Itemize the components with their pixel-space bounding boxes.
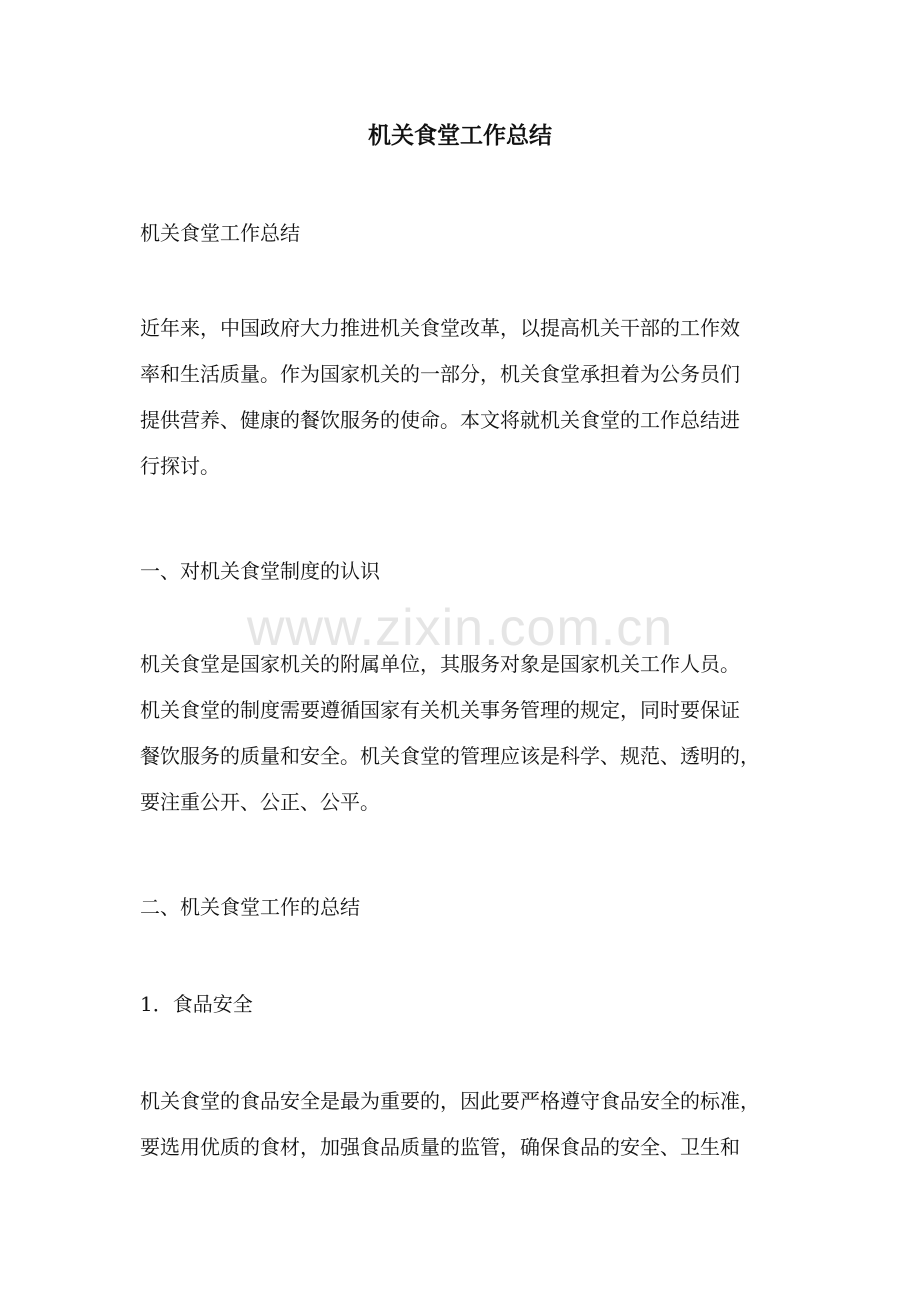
section-2-heading: 二、机关食堂工作的总结 [140,895,360,919]
intro-paragraph [140,305,785,489]
intro-line: 率和生活质量。作为国家机关的一部分，机关食堂承担着为公务员们 [140,362,740,386]
watermark: www.zixin.com.cn [246,599,674,657]
section-1-line: 机关食堂的制度需要遵循国家有关机关事务管理的规定，同时要保证 [140,698,740,722]
document-title: 机关食堂工作总结 [368,122,552,149]
subsection-1-line: 要选用优质的食材，加强食品质量的监管，确保食品的安全、卫生和 [140,1135,740,1159]
section-1-line: 机关食堂是国家机关的附属单位，其服务对象是国家机关工作人员。 [140,652,740,676]
document-subtitle: 机关食堂工作总结 [140,221,300,245]
intro-line: 提供营养、健康的餐饮服务的使命。本文将就机关食堂的工作总结进 [140,408,740,432]
section-1-paragraph [140,641,785,825]
subsection-1-line: 机关食堂的食品安全是最为重要的，因此要严格遵守食品安全的标准， [140,1089,760,1113]
section-1-line: 餐饮服务的质量和安全。机关食堂的管理应该是科学、规范、透明的， [140,744,760,768]
section-1-line: 要注重公开、公正、公平。 [140,790,380,814]
intro-line: 行探讨。 [140,454,220,478]
section-1-heading: 一、对机关食堂制度的认识 [140,559,380,583]
intro-line: 近年来，中国政府大力推进机关食堂改革，以提高机关干部的工作效 [140,316,740,340]
subsection-1-heading: 1．食品安全 [140,992,253,1016]
subsection-1-paragraph [140,1078,785,1170]
